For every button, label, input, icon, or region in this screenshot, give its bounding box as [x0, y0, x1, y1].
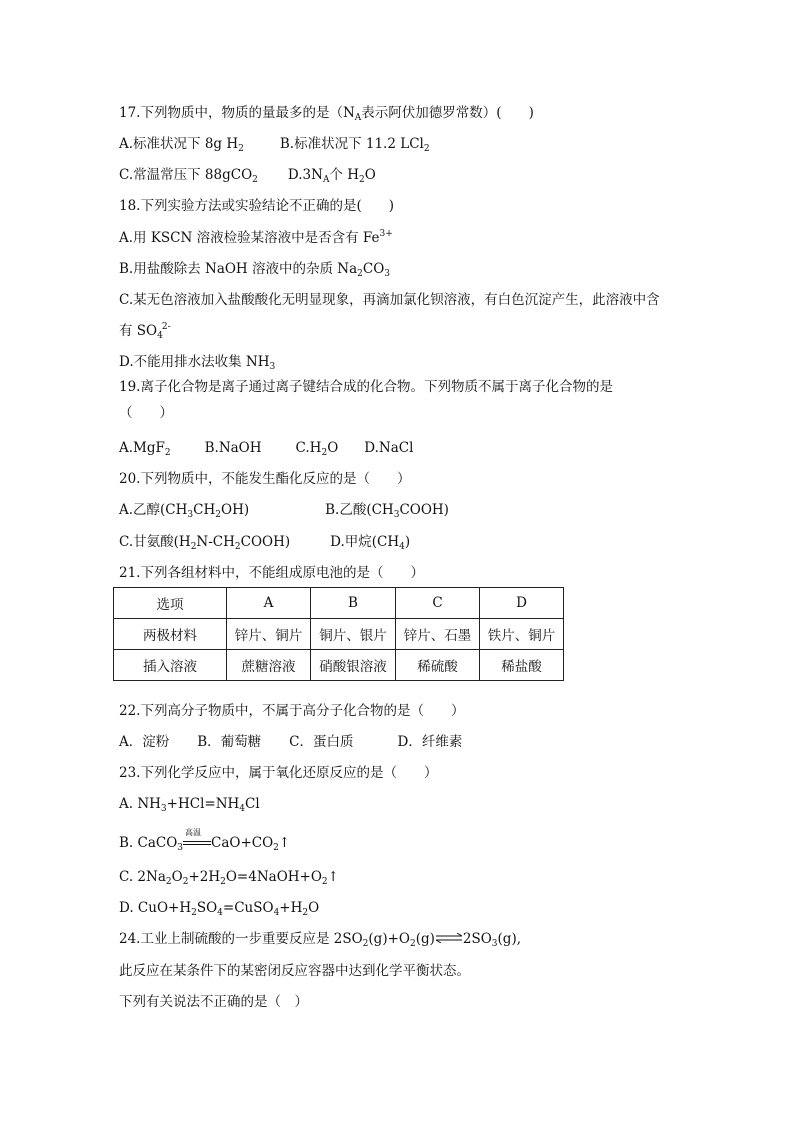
q20-option-b[interactable]: B.乙酸$(CH_3COOH)$: [325, 502, 449, 520]
q17-option-c[interactable]: C.常温常压下 88gCO$_2$: [119, 167, 258, 185]
q19-stem: 19.离子化合物是离子通过离子键结合成的化合物。下列物质不属于离子化合物的是: [119, 379, 613, 395]
q20-options-cd: [119, 533, 410, 551]
table-cell: 锌片、铜片: [227, 619, 311, 650]
table-cell: 两极材料: [114, 619, 227, 650]
table-header-cell: D: [480, 588, 564, 619]
q17-option-b[interactable]: B.标准状况下 11.2 LCl$_2$: [279, 136, 430, 154]
q19-options: [119, 439, 413, 457]
q22-option-d[interactable]: D．纤维素: [397, 734, 463, 750]
table-row: [114, 588, 564, 619]
q22-option-b[interactable]: B．葡萄糖: [197, 734, 262, 750]
q20-option-d[interactable]: D.甲烷$(CH_4)$: [330, 534, 411, 552]
table-header-cell: 选项: [114, 588, 227, 619]
table-cell: 铜片、银片: [311, 619, 396, 650]
q21-stem: 21.下列各组材料中，不能组成原电池的是（ ）: [119, 565, 424, 581]
table-cell: 稀盐酸: [480, 650, 564, 681]
q18-stem: 18.下列实验方法或实验结论不正确的是( ): [119, 198, 395, 214]
table-header-cell: C: [396, 588, 480, 619]
q24-line3: 下列有关说法不正确的是（ ）: [119, 994, 308, 1010]
q19-paren: （ ）: [119, 405, 173, 421]
q22-stem: 22.下列高分子物质中，不属于高分子化合物的是（ ）: [119, 703, 465, 719]
q23-option-b[interactable]: B. CaCO$_3$ 高温 $CaO+CO_2↑$: [119, 828, 291, 853]
q23-stem: 23.下列化学反应中，属于氧化还原反应的是（ ）: [119, 765, 438, 781]
table-cell: 插入溶液: [114, 650, 227, 681]
q17-option-a[interactable]: A.标准状况下 8g $H_2$: [119, 136, 244, 154]
q20-option-a[interactable]: A.乙醇$(CH_3CH_2OH)$: [119, 502, 250, 520]
q21-table: [113, 587, 564, 681]
q23-option-d[interactable]: D. $CuO+H_2SO_4=CuSO_4+H_2O$: [119, 900, 320, 918]
q22-option-a[interactable]: A．淀粉: [119, 734, 170, 750]
q20-option-c[interactable]: C.甘氨酸$(H_2N-CH_2COOH)$: [119, 534, 291, 552]
table-cell: 稀硫酸: [396, 650, 480, 681]
q24-line2: 此反应在某条件下的某密闭反应容器中达到化学平衡状态。: [119, 963, 470, 979]
q19-option-c[interactable]: $C.H_2O$: [295, 440, 339, 458]
table-row: [114, 619, 564, 650]
table-cell: 硝酸银溶液: [311, 650, 396, 681]
q18-option-c-line2[interactable]: 有 $SO_4^{2-}$: [119, 322, 171, 341]
q18-option-d[interactable]: D.不能用排水法收集 $NH_3$: [119, 354, 276, 372]
q23-option-a[interactable]: A. $NH_3+HCl=NH_4Cl$: [119, 796, 260, 814]
q17-stem: 17.下列物质中，物质的量最多的是（$N_A$表示阿伏加德罗常数）( ): [119, 105, 534, 123]
q18-option-c-line1[interactable]: C.某无色溶液加入盐酸酸化无明显现象，再滴加氯化钡溶液，有白色沉淀产生，此溶液中含: [119, 292, 660, 308]
table-cell: 蔗糖溶液: [227, 650, 311, 681]
reversible-arrow-icon: [435, 933, 463, 943]
high-temp-equals-sign: 高温: [183, 834, 211, 852]
table-cell: 铁片、铜片: [480, 619, 564, 650]
q22-options: [119, 733, 462, 751]
table-row: [114, 650, 564, 681]
q23-option-c[interactable]: C. $2Na_2O_2+2H_2O=4NaOH+O_2↑$: [119, 869, 339, 887]
q19-option-d[interactable]: D.NaCl: [364, 440, 414, 456]
q17-options-ab: [119, 135, 430, 153]
table-header-cell: B: [311, 588, 396, 619]
q17-option-d[interactable]: $D.3N_A$个 $H_2O$: [287, 167, 376, 185]
q19-option-a[interactable]: A.MgF$_2$: [119, 440, 171, 458]
q19-option-b[interactable]: B.NaOH: [204, 440, 262, 456]
q20-stem: 20.下列物质中，不能发生酯化反应的是（ ）: [119, 471, 411, 487]
table-cell: 锌片、石墨: [396, 619, 480, 650]
q24-stem: 24.工业上制硫酸的一步重要反应是 $2SO_2(g)+O_2(g)$ $2SO_3(g)$,: [119, 931, 521, 949]
q20-options-ab: [119, 501, 449, 519]
q17-options-cd: [119, 166, 376, 184]
q18-option-b[interactable]: B.用盐酸除去 NaOH 溶液中的杂质 $Na_2CO_3$: [119, 261, 391, 279]
q22-option-c[interactable]: C．蛋白质: [289, 734, 354, 750]
q18-option-a[interactable]: A.用 KSCN 溶液检验某溶液中是否含有 $Fe^{3+}$: [119, 229, 393, 246]
table-header-cell: A: [227, 588, 311, 619]
